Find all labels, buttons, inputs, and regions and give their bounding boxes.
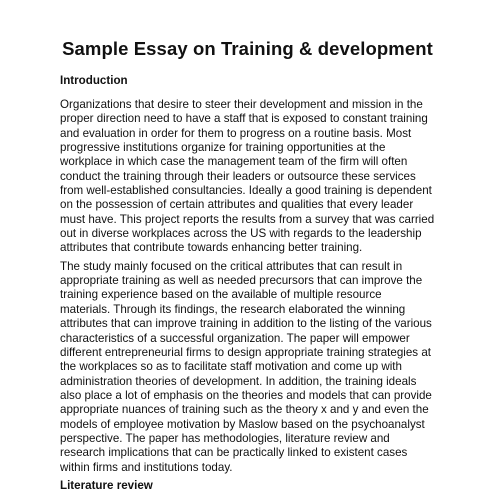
introduction-paragraph-2: The study mainly focused on the critical attributes that can result in appropriate training as well as needed precursors that can improve the training experience based on the available of multiple resource materials. Through its findings, the research elaborated the winning attributes that can improve training in addition to the listing of the various characteristics of a successful organization. The paper will empower different entrepreneurial firms to design appropriate training strategies at the workplaces so as to facilitate staff motivation and come up with administration theories of development. In addition, the training ideals also place a lot of emphasis on the theories and models that can provide appropriate nuances of training such as the theory x and y and even the models of employee motivation by Maslow based on the psychoanalyst perspective. The paper has methodologies, literature review and research implications that can be practically linked to existent cases within firms and institutions today. — [60, 259, 432, 474]
section-heading-introduction: Introduction — [60, 74, 128, 87]
introduction-paragraph-1: Organizations that desire to steer their development and mission in the proper direction need to have a staff that is exposed to constant training and evaluation in order for them to progress on a routine basis. Most progressive institutions organize for training opportunities at the workplace in which case the management team of the firm will often conduct the training through their leaders or outsource these services from well-established consultancies. Ideally a good training is dependent on the possession of certain attributes and qualities that every leader must have. This project reports the results from a survey that was carried out in diverse workplaces across the US with regards to the leadership attributes that contribute towards enhancing better training. — [60, 98, 435, 255]
section-heading-literature-review: Literature review — [60, 478, 153, 492]
essay-title: Sample Essay on Training & development — [62, 38, 433, 59]
